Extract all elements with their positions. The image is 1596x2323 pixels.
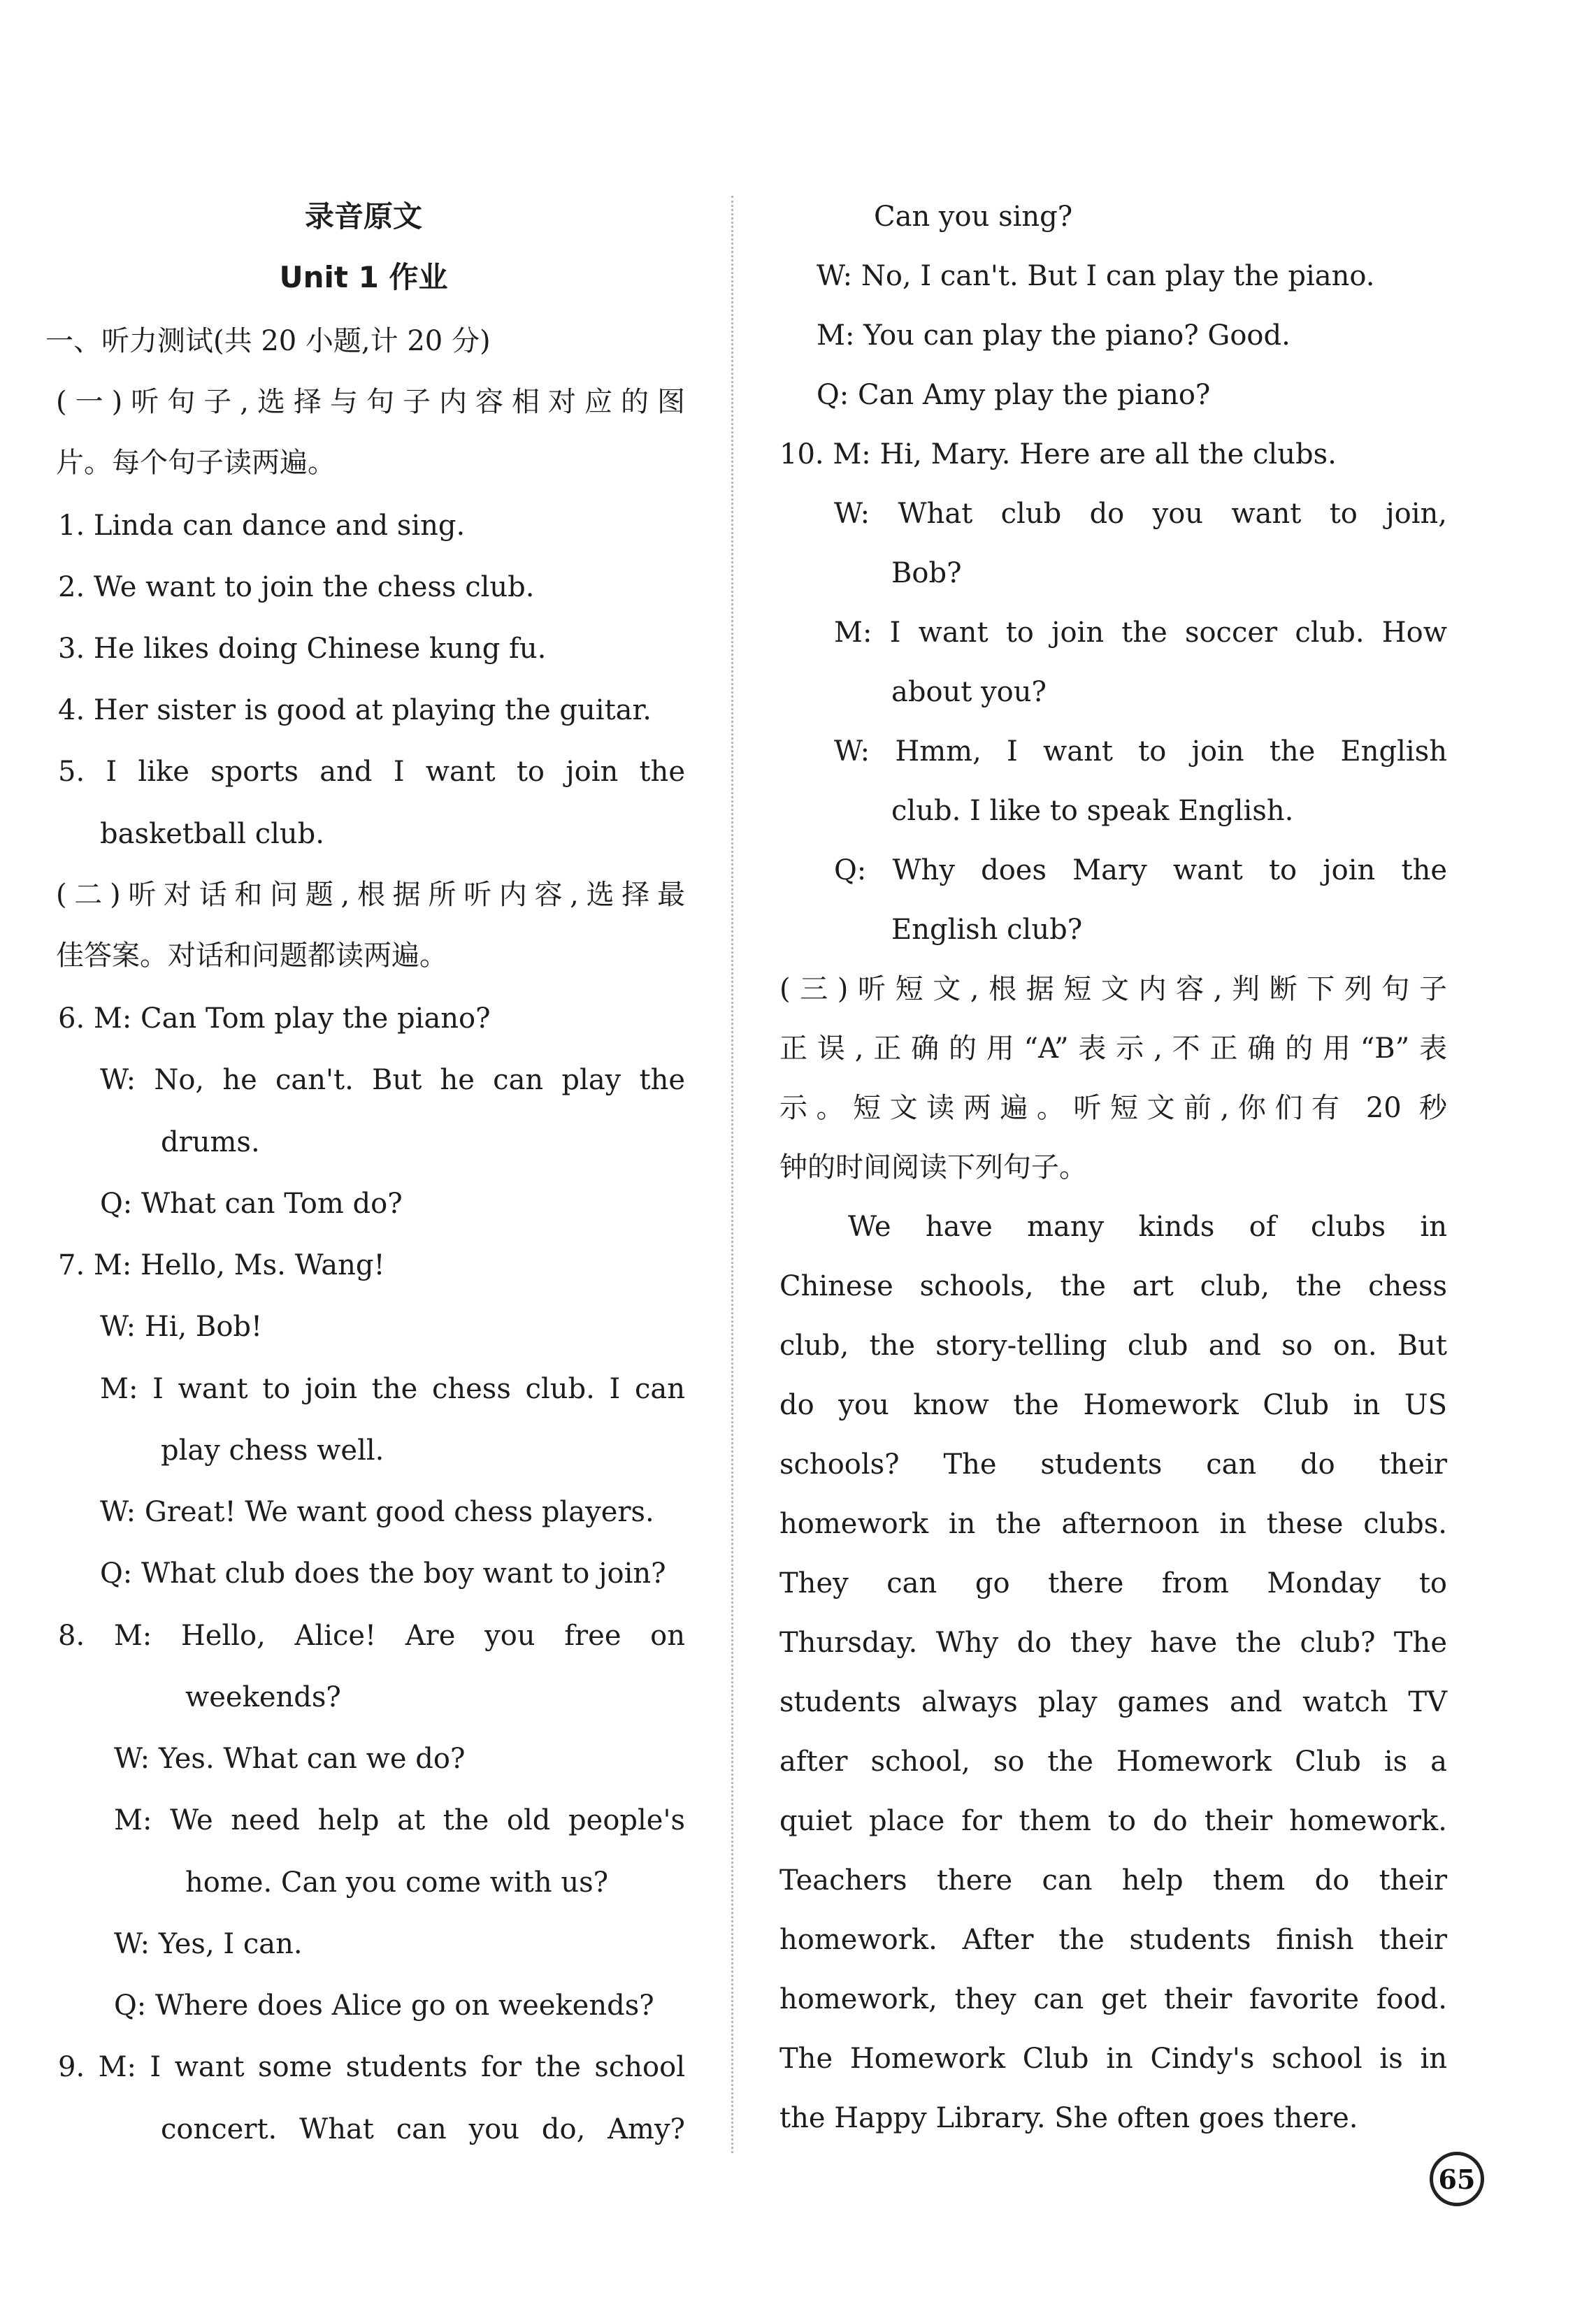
passage-line: The Homework Club in Cindy's school is in [779,2043,1447,2075]
dialogue-8-line: weekends? [185,1681,341,1713]
page-number: 65 [1430,2152,1484,2206]
dialogue-8-line: W: Yes, I can. [114,1928,303,1960]
passage-line: do you know the Homework Club in US [779,1389,1447,1421]
passage-line: homework, they can get their favorite food. [779,1983,1447,2015]
unit-title: Unit 1 作业 [279,260,448,294]
dialogue-10-line: about you? [891,676,1047,708]
passage-line: club, the story-telling club and so on. But [779,1330,1447,1362]
dialogue-10-line: Q: Why does Mary want to join the [834,854,1447,886]
dialogue-7-line: 7. M: Hello, Ms. Wang! [58,1249,385,1281]
dialogue-10-line: Bob? [891,557,962,589]
sentence-5-cont: basketball club. [100,818,324,850]
dialogue-7-line: W: Great! We want good chess players. [100,1496,654,1528]
part2-instruction-line: 佳答案。对话和问题都读两遍。 [56,940,447,972]
section1-heading: 一、听力测试(共 20 小题,计 20 分) [45,325,491,357]
part3-instruction-line: 钟的时间阅读下列句子。 [779,1151,1087,1184]
passage-line: homework. After the students finish their [779,1924,1447,1956]
dialogue-6-line: drums. [161,1126,260,1158]
passage-line: Thursday. Why do they have the club? The [779,1627,1447,1659]
sentence-5: 5. I like sports and I want to join the [58,756,685,788]
dialogue-9-line: Q: Can Amy play the piano? [817,379,1211,411]
dialogue-10-line: M: I want to join the soccer club. How [834,617,1447,649]
dialogue-9-line: 9. M: I want some students for the school [58,2051,685,2083]
dialogue-9-line: concert. What can you do, Amy? [161,2113,685,2145]
column-divider [731,196,733,2153]
passage-line: schools? The students can do their [779,1448,1447,1481]
sentence-2: 2. We want to join the chess club. [58,571,535,603]
passage-line: homework in the afternoon in these clubs. [779,1508,1447,1540]
page-title: 录音原文 [304,199,422,233]
dialogue-8-line: M: We need help at the old people's [114,1804,685,1836]
dialogue-6-line: Q: What can Tom do? [100,1188,403,1220]
dialogue-10-line: English club? [891,914,1083,946]
sentence-1: 1. Linda can dance and sing. [58,510,466,542]
dialogue-7-line: Q: What club does the boy want to join? [100,1558,666,1590]
passage-line: after school, so the Homework Club is a [779,1746,1447,1778]
dialogue-10-line: club. I like to speak English. [891,795,1294,827]
sentence-4: 4. Her sister is good at playing the guitar. [58,694,652,726]
passage-line: Teachers there can help them do their [779,1864,1447,1897]
part3-instruction-line: 示。短文读两遍。听短文前,你们有 20 秒 [779,1092,1447,1124]
dialogue-8-line: W: Yes. What can we do? [114,1743,466,1775]
dialogue-9-line: Can you sing? [874,201,1073,233]
dialogue-6-line: W: No, he can't. But he can play the [100,1064,685,1096]
part3-instruction-line: 正误,正确的用“A”表示,不正确的用“B”表 [779,1033,1447,1065]
passage-line: quiet place for them to do their homework. [779,1805,1447,1837]
passage-line: the Happy Library. She often goes there. [779,2102,1358,2134]
dialogue-8-line: 8. M: Hello, Alice! Are you free on [58,1620,685,1652]
passage-line: students always play games and watch TV [779,1686,1447,1718]
dialogue-10-line: W: What club do you want to join, [834,498,1447,530]
dialogue-8-line: Q: Where does Alice go on weekends? [114,1990,654,2022]
part1-instruction-line: (一)听句子,选择与句子内容相对应的图 [56,386,685,418]
passage-line: They can go there from Monday to [779,1567,1447,1599]
dialogue-10-line: 10. M: Hi, Mary. Here are all the clubs. [779,438,1337,470]
dialogue-7-line: W: Hi, Bob! [100,1311,263,1343]
passage-line: Chinese schools, the art club, the chess [779,1270,1447,1302]
passage-line: We have many kinds of clubs in [848,1211,1447,1243]
dialogue-9-line: W: No, I can't. But I can play the piano. [817,260,1375,292]
sentence-3: 3. He likes doing Chinese kung fu. [58,633,547,665]
part3-instruction-line: (三)听短文,根据短文内容,判断下列句子 [779,973,1447,1005]
dialogue-9-line: M: You can play the piano? Good. [817,319,1291,352]
dialogue-6-line: 6. M: Can Tom play the piano? [58,1002,491,1035]
dialogue-10-line: W: Hmm, I want to join the English [834,735,1447,768]
dialogue-7-line: M: I want to join the chess club. I can [100,1373,685,1405]
dialogue-8-line: home. Can you come with us? [185,1867,609,1899]
part1-instruction-line: 片。每个句子读两遍。 [56,447,336,479]
part2-instruction-line: (二)听对话和问题,根据所听内容,选择最 [56,879,685,911]
dialogue-7-line: play chess well. [161,1434,384,1467]
